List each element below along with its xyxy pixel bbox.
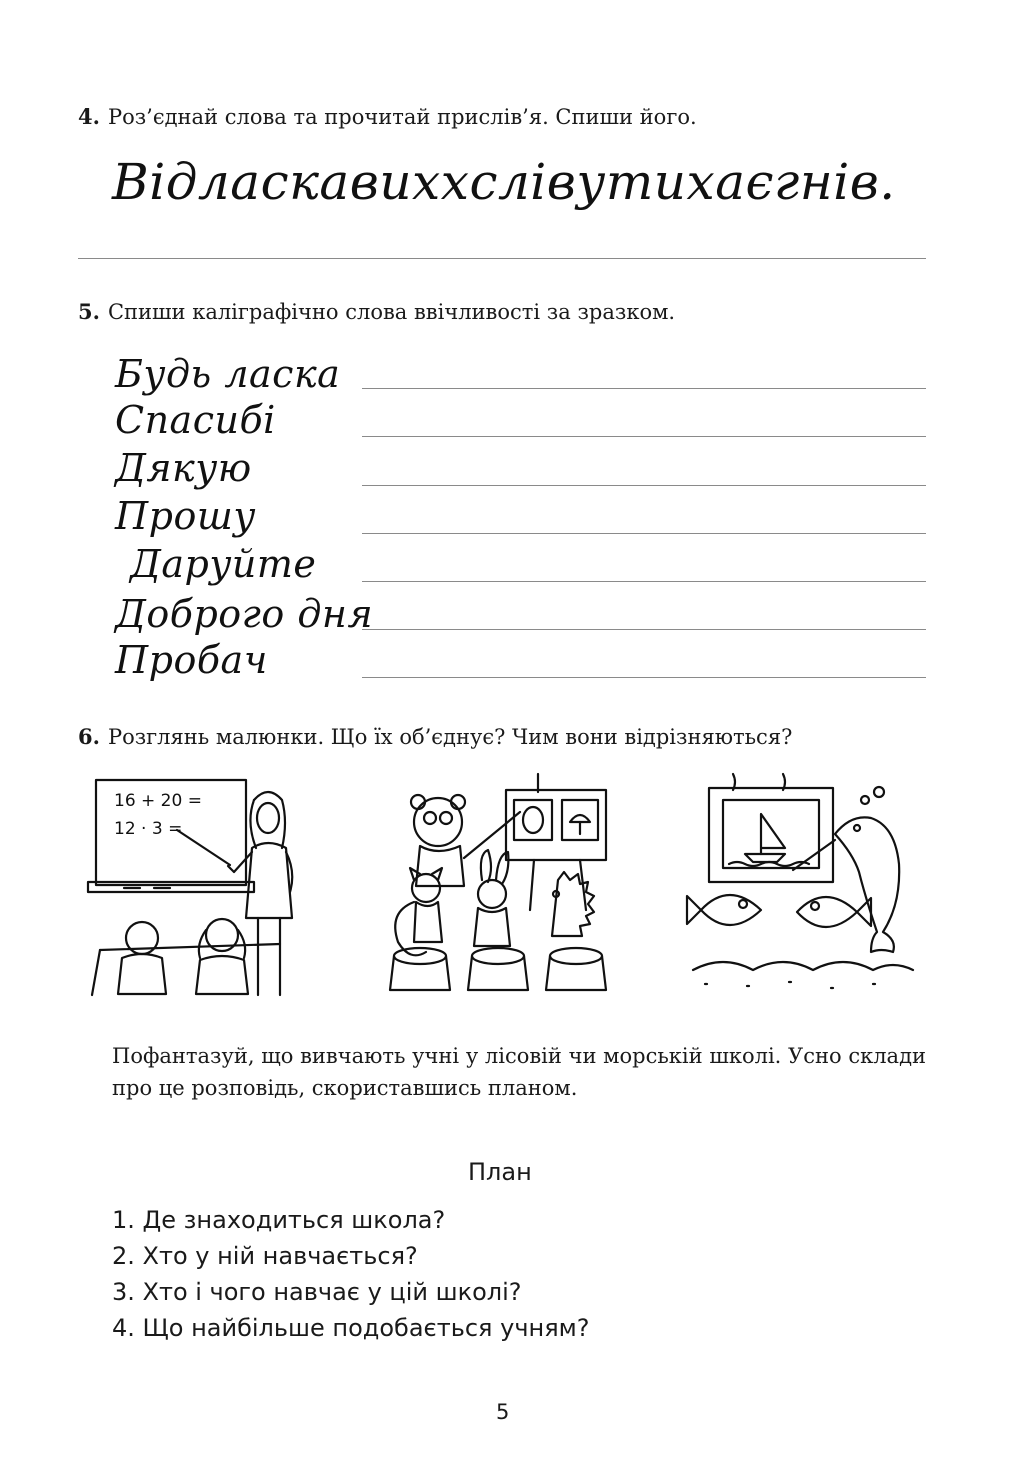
task-5-heading <box>78 298 675 326</box>
polite-word-2: Спасибі <box>115 398 276 442</box>
polite-word-4: Прошу <box>115 494 256 538</box>
board-example-2: 12 · 3 = <box>114 819 183 839</box>
writing-line <box>362 677 926 678</box>
writing-line <box>362 485 926 486</box>
task-6-paragraph: Пофантазуй, що вивчають учні у лісовій чи морській школі. Усно склади про це розповідь, скориставшись планом. <box>112 1044 926 1100</box>
polite-word-7: Пробач <box>115 638 268 682</box>
task-number: 4. <box>78 104 100 129</box>
proverb-sample: Відласкавиххслівутихаєгнів. <box>112 153 896 211</box>
plan-list <box>112 1202 589 1346</box>
plan-item: 3. Хто і чого навчає у цій школі? <box>112 1278 522 1306</box>
polite-word-1: Будь ласка <box>115 352 341 396</box>
task-number: 6. <box>78 724 100 749</box>
task-text: Розглянь малюнки. Що їх об’єднує? Чим вони відрізняються? <box>107 725 793 749</box>
plan-item: 2. Хто у ній навчається? <box>112 1242 418 1270</box>
sea-school-illustration <box>685 770 935 1000</box>
task-4-heading <box>78 103 697 131</box>
plan-item: 4. Що найбільше подобається учням? <box>112 1314 590 1342</box>
classroom-illustration <box>82 770 332 1000</box>
writing-line <box>362 629 926 630</box>
polite-word-6: Доброго дня <box>115 592 374 636</box>
plan-item: 1. Де знаходиться школа? <box>112 1206 446 1234</box>
task-text: Спиши каліграфічно слова ввічливості за зразком. <box>107 300 676 324</box>
task-text: Роз’єднай слова та прочитай прислів’я. Спиши його. <box>107 105 697 129</box>
writing-line <box>362 533 926 534</box>
polite-word-5: Даруйте <box>130 542 317 586</box>
writing-line <box>362 388 926 389</box>
page-number: 5 <box>496 1400 510 1424</box>
writing-line <box>362 581 926 582</box>
task-6-heading <box>78 723 792 751</box>
task-number: 5. <box>78 299 100 324</box>
writing-line <box>78 258 926 259</box>
forest-school-illustration <box>380 770 630 1000</box>
writing-line <box>362 436 926 437</box>
plan-title: План <box>468 1158 532 1186</box>
polite-word-3: Дякую <box>115 446 252 490</box>
board-example-1: 16 + 20 = <box>114 791 202 811</box>
